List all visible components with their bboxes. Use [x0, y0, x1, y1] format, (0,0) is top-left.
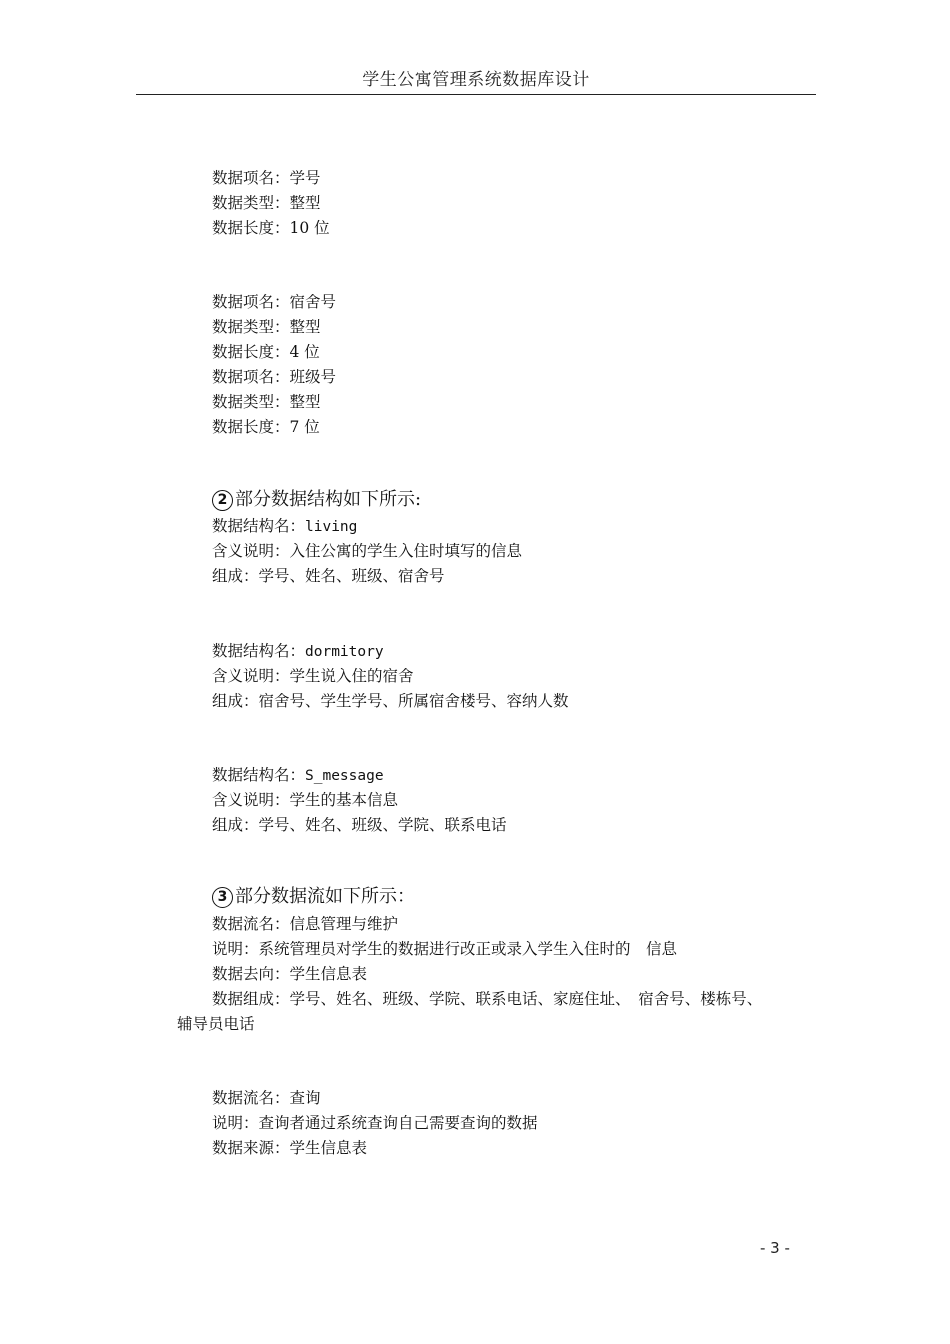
page-header: 学生公寓管理系统数据库设计	[136, 66, 816, 95]
s1-value: living	[305, 519, 358, 535]
flows-heading-text: 部分数据流如下所示：	[235, 886, 415, 907]
f1-dest: 数据去向：学生信息表	[212, 965, 368, 983]
f2-source: 数据来源：学生信息表	[212, 1139, 368, 1157]
s3-meaning: 含义说明：学生的基本信息	[212, 791, 399, 809]
structures-heading	[212, 488, 421, 512]
s3-label: 数据结构名：	[212, 766, 306, 784]
item2-name: 数据项名：宿舍号	[212, 293, 337, 311]
f1-name: 数据流名：信息管理与维护	[212, 915, 399, 933]
structures-heading-text: 部分数据结构如下所示:	[235, 489, 422, 510]
f2-desc: 说明：查询者通过系统查询自己需要查询的数据	[212, 1114, 538, 1132]
item3-type: 数据类型：整型	[212, 393, 321, 411]
f1-composition-continuation: 辅导员电话	[177, 1015, 255, 1033]
s1-meaning: 含义说明：入住公寓的学生入住时填写的信息	[212, 542, 523, 560]
circled-number-marker: 3	[212, 887, 233, 908]
circled-number-marker: 2	[212, 490, 233, 511]
s2-label: 数据结构名：	[212, 642, 306, 660]
item1-type: 数据类型：整型	[212, 194, 321, 212]
s2-meaning: 含义说明：学生说入住的宿舍	[212, 667, 414, 685]
s1-label: 数据结构名：	[212, 517, 306, 535]
s3-value: S_message	[305, 768, 384, 784]
item1-length: 数据长度：10 位	[212, 219, 330, 237]
flows-heading	[212, 885, 415, 909]
s2-value: dormitory	[305, 644, 384, 660]
s1-name	[212, 515, 357, 538]
s2-name	[212, 640, 384, 663]
f1-desc: 说明：系统管理员对学生的数据进行改正或录入学生入住时的 信息	[212, 940, 678, 958]
item3-name: 数据项名：班级号	[212, 368, 337, 386]
f2-name: 数据流名：查询	[212, 1089, 321, 1107]
item2-length: 数据长度：4 位	[212, 343, 320, 361]
page-number: - 3 -	[760, 1239, 790, 1257]
item3-length: 数据长度：7 位	[212, 418, 320, 436]
s2-composition: 组成：宿舍号、学生学号、所属宿舍楼号、容纳人数	[212, 692, 569, 710]
s1-composition: 组成：学号、姓名、班级、宿舍号	[212, 567, 445, 585]
item1-name: 数据项名：学号	[212, 169, 321, 187]
s3-name	[212, 764, 384, 787]
f1-composition: 数据组成：学号、姓名、班级、学院、联系电话、家庭住址、 宿舍号、楼栋号、	[212, 990, 763, 1008]
s3-composition: 组成：学号、姓名、班级、学院、联系电话	[212, 816, 507, 834]
item2-type: 数据类型：整型	[212, 318, 321, 336]
